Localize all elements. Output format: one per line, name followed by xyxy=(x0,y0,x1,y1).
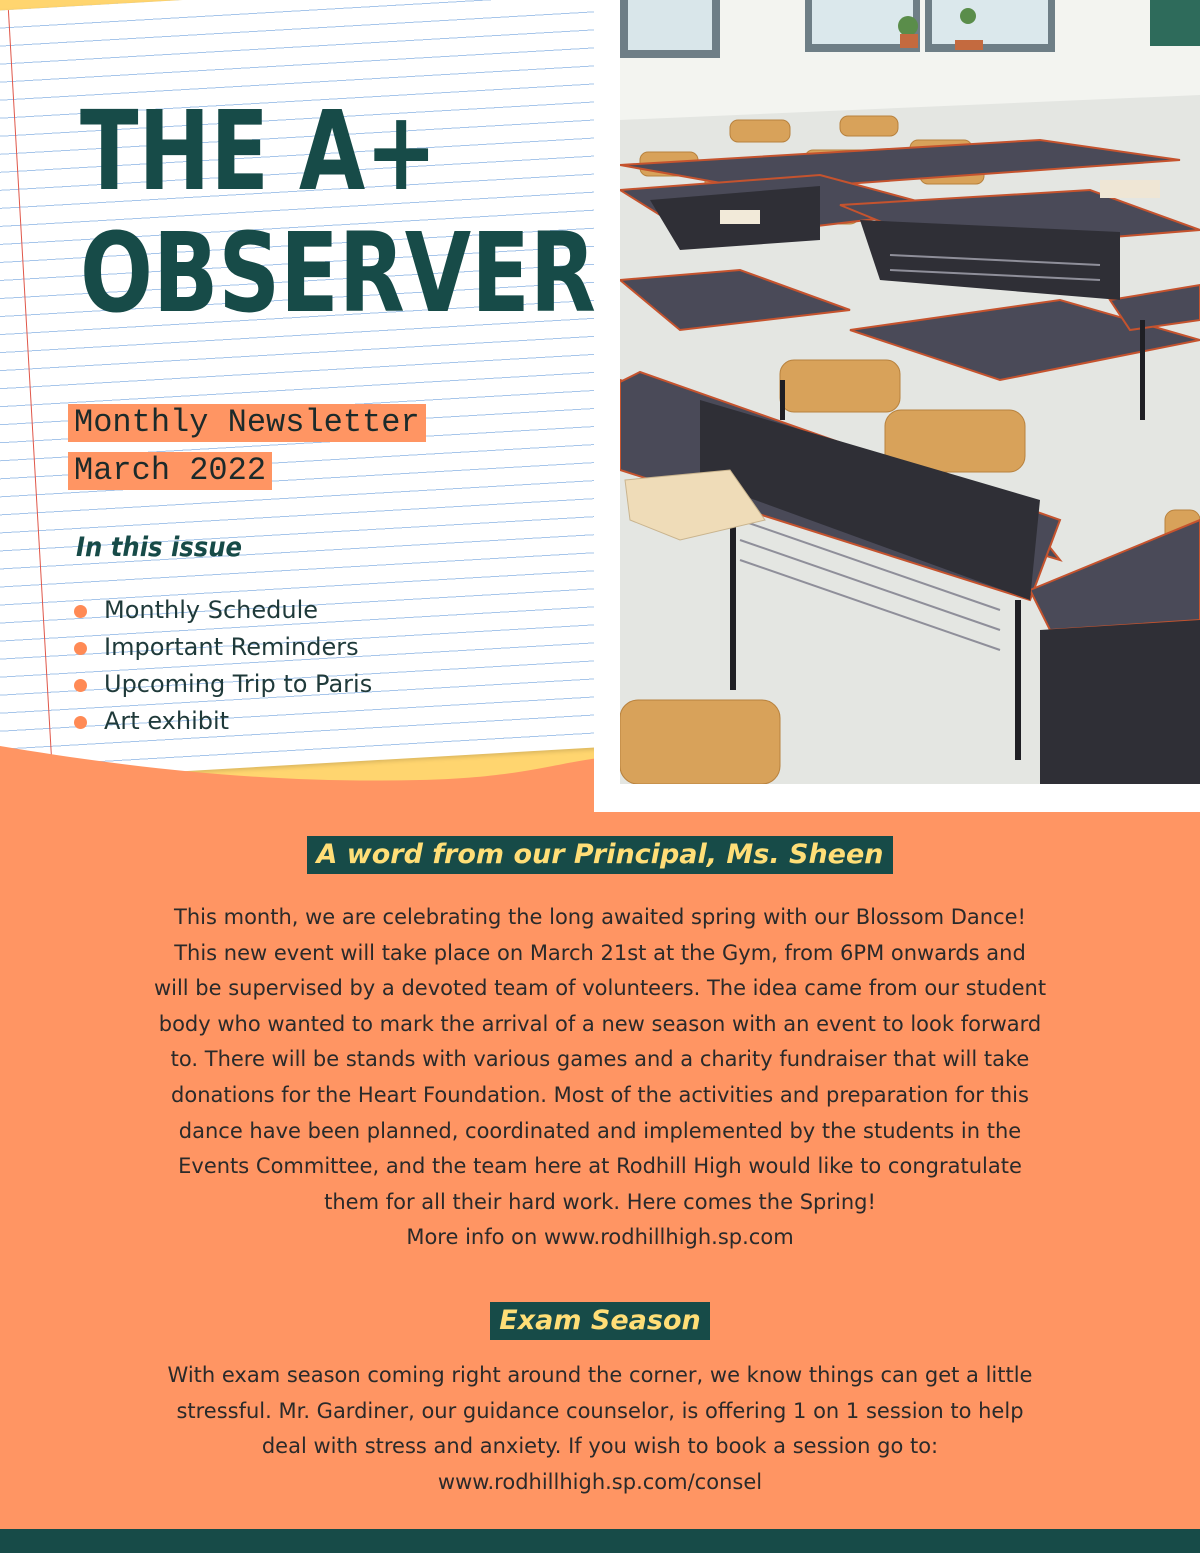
newsletter-title xyxy=(80,87,596,337)
bullet-icon xyxy=(74,679,87,692)
exam-section-heading xyxy=(0,1302,1200,1340)
exam-heading-text: Exam Season xyxy=(490,1302,709,1340)
principal-section-heading xyxy=(0,836,1200,874)
more-info-link[interactable]: More info on www.rodhillhigh.sp.com xyxy=(406,1225,794,1250)
principal-message xyxy=(100,900,1100,1256)
title-line-2: OBSERVER xyxy=(80,209,596,337)
text-line: Events Committee, and the team here at Rodhill High would like to congratulate xyxy=(178,1154,1022,1179)
text-line: This month, we are celebrating the long awaited spring with our Blossom Dance! xyxy=(174,905,1026,929)
text-line: deal with stress and anxiety. If you wish to book a session go to: xyxy=(261,1434,939,1459)
list-item-label: Art exhibit xyxy=(104,707,230,735)
list-item xyxy=(74,592,372,629)
text-line: to. There will be stands with various games and a charity fundraiser that will take xyxy=(170,1047,1030,1072)
list-item xyxy=(74,629,372,666)
list-item-label: Upcoming Trip to Paris xyxy=(104,670,373,698)
text-line: them for all their hard work. Here comes the Spring! xyxy=(324,1189,876,1214)
in-this-issue-list xyxy=(74,592,372,740)
text-line: stressful. Mr. Gardiner, our guidance counselor, is offering 1 on 1 session to help xyxy=(176,1398,1024,1423)
in-this-issue-heading: In this issue xyxy=(76,532,243,563)
text-line: dance have been planned, coordinated and implemented by the students in the xyxy=(178,1118,1022,1143)
list-item xyxy=(74,666,372,703)
paper-margin-line xyxy=(8,10,53,779)
classroom-photo xyxy=(620,0,1200,784)
text-line: donations for the Heart Foundation. Most of the activities and preparation for this xyxy=(171,1082,1029,1107)
bullet-icon xyxy=(74,642,87,655)
title-line-1: THE A+ xyxy=(80,87,438,215)
text-line: With exam season coming right around the corner, we know things can get a little xyxy=(167,1363,1033,1387)
bullet-icon xyxy=(74,605,87,618)
text-line: will be supervised by a devoted team of volunteers. The idea came from our student xyxy=(153,976,1047,1001)
list-item xyxy=(74,703,372,740)
issue-date: March 2022 xyxy=(68,452,272,490)
footer-bar xyxy=(0,1529,1200,1553)
exam-message xyxy=(100,1358,1100,1500)
newsletter-subtitle xyxy=(68,404,426,500)
text-line: body who wanted to mark the arrival of a new season with an event to look forward xyxy=(158,1011,1042,1036)
principal-heading-text: A word from our Principal, Ms. Sheen xyxy=(307,836,892,874)
text-line: This new event will take place on March 21st at the Gym, from 6PM onwards and xyxy=(174,940,1026,965)
bullet-icon xyxy=(74,716,87,729)
classroom-illustration xyxy=(620,0,1200,784)
subtitle-label: Monthly Newsletter xyxy=(68,404,426,442)
classroom-photo-frame xyxy=(594,0,1200,812)
list-item-label: Monthly Schedule xyxy=(104,596,319,624)
counsel-booking-link[interactable]: www.rodhillhigh.sp.com/consel xyxy=(437,1469,763,1494)
list-item-label: Important Reminders xyxy=(104,633,359,661)
